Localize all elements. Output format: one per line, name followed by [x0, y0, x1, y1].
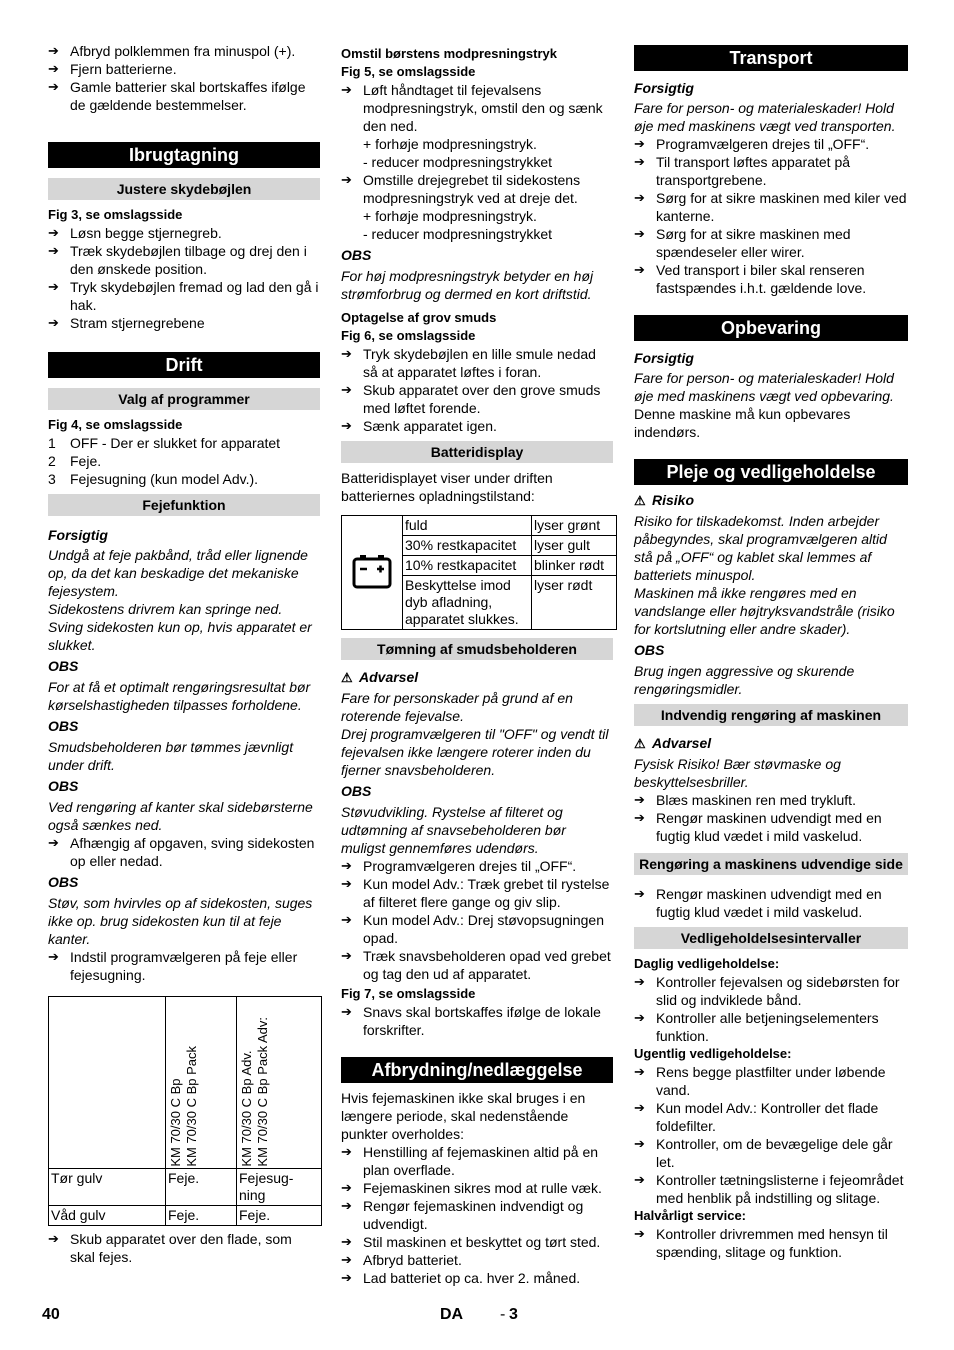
- arrow-icon: ➔: [634, 262, 645, 277]
- note-text: Smudsbeholderen bør tømmes jævnligt under drift.: [48, 739, 294, 773]
- caution-label: Forsigtig: [634, 80, 694, 96]
- list-item: ➔ Sørg for at sikre maskinen med spændeseler eller wirer.: [634, 226, 851, 260]
- warning-text: Fare for personskader på grund af en roterende fejevalse.: [341, 690, 573, 724]
- section-heading-afbrydning: Afbrydning/nedlæggelse: [341, 1057, 613, 1083]
- list-item: 3 Fejesugning (kun model Adv.).: [48, 471, 259, 487]
- note-text: Støvudvikling. Rystelse af filteret og udtømning af snavsebeholderen bør muligst gennemføres udendørs.: [341, 804, 566, 856]
- section-heading-ibrugtagning: Ibrugtagning: [48, 142, 320, 168]
- arrow-icon: ➔: [634, 1226, 645, 1241]
- page-number: 40: [42, 1306, 60, 1323]
- arrow-icon: ➔: [634, 1100, 645, 1115]
- figure-reference: Fig 3, se omslagsside: [48, 207, 183, 222]
- list-item: ➔ Sørg for at sikre maskinen med kiler ved kanterne.: [634, 190, 907, 224]
- list-item: 2 Feje.: [48, 453, 102, 469]
- note-label: OBS: [48, 874, 79, 890]
- caution-text: Fare for person- og materialeskader! Hold øje med maskinens vægt ved transporten.: [634, 100, 896, 134]
- figure-reference: Fig 7, se omslagsside: [341, 986, 476, 1001]
- section-heading-opbevaring: Opbevaring: [634, 315, 908, 341]
- section-heading-pleje: Pleje og vedligeholdelse: [634, 459, 908, 485]
- table-header-cell: KM 70/30 C Bp Adv. KM 70/30 C Bp Pack Adv:: [237, 997, 322, 1169]
- arrow-icon: ➔: [634, 792, 645, 807]
- list-item: ➔ Programvælgeren drejes til „OFF“.: [341, 858, 577, 874]
- arrow-icon: ➔: [341, 1180, 352, 1195]
- list-subitem: - reducer modpresningstrykket: [363, 154, 553, 170]
- subsection-heading: Indvendig rengøring af maskinen: [634, 704, 908, 726]
- note-text: Brug ingen aggressive og skurende rengøringsmidler.: [634, 663, 855, 697]
- interval-label: Daglig vedligeholdelse:: [634, 956, 780, 971]
- list-item: ➔ Rens begge plastfilter under løbende vand.: [634, 1064, 886, 1098]
- arrow-icon: ➔: [634, 136, 645, 151]
- footer-separator: -: [500, 1306, 506, 1323]
- subsection-heading: Tømning af smudsbeholderen: [341, 638, 613, 660]
- list-item: ➔ Stil maskinen et beskyttet og tørt sted.: [341, 1234, 601, 1250]
- figure-reference: Fig 5, se omslagsside: [341, 64, 476, 79]
- list-item: ➔ Rengør maskinen udvendigt med en fugtig klud vædet i mild vaskelud.: [634, 886, 882, 920]
- list-item: ➔ Kontroller alle betjeningselementers funktion.: [634, 1010, 879, 1044]
- note-text: Støv, som hvirvles op af sidekosten, suges ikke op. brug sidekosten kun til at feje kanter.: [48, 895, 313, 947]
- table-row: 30% restkapacitet lyser gult: [342, 536, 617, 556]
- arrow-icon: ➔: [634, 1136, 645, 1151]
- list-item: ➔ Kontroller fejevalsen og sidebørsten for slid og indviklede bånd.: [634, 974, 900, 1008]
- arrow-icon: ➔: [341, 382, 352, 397]
- arrow-icon: ➔: [341, 172, 352, 187]
- risk-label: ⚠ Risiko: [634, 492, 695, 508]
- list-item: ➔ Snavs skal bortskaffes ifølge de lokale forskrifter.: [341, 1004, 601, 1038]
- list-item: ➔ Skub apparatet over den grove smuds med løftet forende.: [341, 382, 601, 416]
- list-item: ➔ Tryk skydebøjlen fremad og lad den gå i hak.: [48, 279, 319, 313]
- list-item: ➔ Kontroller tætningslisterne i fejeområdet med henblik på indstilling og slitage.: [634, 1172, 904, 1206]
- paragraph: Denne maskine må kun opbevares indendørs.: [634, 406, 851, 440]
- arrow-icon: ➔: [634, 886, 645, 901]
- arrow-icon: ➔: [634, 190, 645, 205]
- list-item: ➔ Stram stjernegrebene: [48, 315, 205, 331]
- arrow-icon: ➔: [48, 1231, 59, 1246]
- arrow-icon: ➔: [341, 858, 352, 873]
- interval-label: Ugentlig vedligeholdelse:: [634, 1046, 792, 1061]
- arrow-icon: ➔: [48, 279, 59, 294]
- caution-text: Fare for person- og materialeskader! Hold øje med maskinens vægt ved opbevaring.: [634, 370, 894, 404]
- list-item: ➔ Sænk apparatet igen.: [341, 418, 497, 434]
- arrow-icon: ➔: [341, 876, 352, 891]
- battery-icon: [352, 553, 392, 589]
- language-code: DA: [440, 1306, 464, 1323]
- arrow-icon: ➔: [341, 1234, 352, 1249]
- note-label: OBS: [341, 247, 372, 263]
- arrow-icon: ➔: [341, 912, 352, 927]
- arrow-icon: ➔: [341, 418, 352, 433]
- column-2: [341, 42, 613, 1287]
- arrow-icon: ➔: [48, 315, 59, 330]
- figure-reference: Fig 6, se omslagsside: [341, 328, 476, 343]
- list-subitem: + forhøje modpresningstryk.: [363, 136, 537, 152]
- list-subitem: + forhøje modpresningstryk.: [363, 208, 537, 224]
- arrow-icon: ➔: [341, 346, 352, 361]
- table-cell: [342, 516, 403, 630]
- interval-label: Halvårligt service:: [634, 1208, 747, 1223]
- note-text: Ved rengøring af kanter skal sidebørsterne også sænkes ned.: [48, 799, 313, 833]
- battery-table: [341, 515, 617, 630]
- arrow-icon: ➔: [48, 79, 59, 94]
- subsection-heading: Rengøring a maskinens udvendige side: [634, 853, 908, 875]
- arrow-icon: ➔: [634, 974, 645, 989]
- table-header-cell: KM 70/30 C Bp KM 70/30 C Bp Pack: [166, 997, 237, 1169]
- list-item: ➔ Fejemaskinen sikres mod at rulle væk.: [341, 1180, 602, 1196]
- list-item: ➔ Løsn begge stjernegreb.: [48, 225, 222, 241]
- arrow-icon: ➔: [48, 243, 59, 258]
- arrow-icon: ➔: [634, 1172, 645, 1187]
- arrow-icon: ➔: [634, 226, 645, 241]
- list-item: ➔ Kun model Adv.: Drej støvopsugningen opad.: [341, 912, 604, 946]
- paragraph: Batteridisplayet viser under driften batteriernes opladningstilstand:: [341, 470, 553, 504]
- program-table: [48, 996, 322, 1226]
- list-item: ➔ Kontroller drivremmen med hensyn til spænding, slitage og funktion.: [634, 1226, 888, 1260]
- note-label: OBS: [48, 718, 79, 734]
- table-row: Våd gulv Feje. Feje.: [49, 1206, 322, 1226]
- list-item: ➔ Til transport løftes apparatet på transportgrebene.: [634, 154, 851, 188]
- list-item: ➔ Afbryd batteriet.: [341, 1252, 462, 1268]
- table-row: Beskyttelse imod dyb afladning, apparatet slukkes. lyser rødt: [342, 576, 617, 630]
- warning-label: ⚠ Advarsel: [634, 735, 712, 751]
- list-item: ➔ Fjern batterierne.: [48, 61, 177, 77]
- risk-text: Risiko for tilskadekomst. Inden arbejder påbegyndes, skal programvælgeren altid stå på „OFF“ og kablet skal lemmes af batteriets minuspol.: [634, 513, 887, 583]
- arrow-icon: ➔: [341, 1144, 352, 1159]
- arrow-icon: ➔: [341, 1004, 352, 1019]
- list-item: ➔ Blæs maskinen ren med trykluft.: [634, 792, 856, 808]
- list-item: ➔ Kun model Adv.: Kontroller det flade foldefilter.: [634, 1100, 879, 1134]
- caution-text: Undgå at feje pakbånd, tråd eller lignende op, da det kan beskadige det mekaniske fejesystem.: [48, 547, 308, 599]
- paragraph: Hvis fejemaskinen ikke skal bruges i en længere periode, skal nedenstående punkter overholdes:: [341, 1090, 586, 1142]
- list-item: ➔ Programvælgeren drejes til „OFF“.: [634, 136, 870, 152]
- arrow-icon: ➔: [341, 1198, 352, 1213]
- warning-text: Fysisk Risiko! Bær støvmaske og beskyttelsesbriller.: [634, 756, 841, 790]
- arrow-icon: ➔: [341, 1270, 352, 1285]
- subsection-heading: Valg af programmer: [48, 388, 320, 410]
- list-item: ➔ Omstille drejegrebet til sidekostens modpresningstryk ved at dreje det.: [341, 172, 581, 206]
- subsection-heading: Vedligeholdelsesintervaller: [634, 927, 908, 949]
- table-row: fuld lyser grønt: [342, 516, 617, 536]
- list-item: ➔ Afhængig af opgaven, sving sidekosten op eller nedad.: [48, 835, 315, 869]
- arrow-icon: ➔: [341, 1252, 352, 1267]
- warning-label: ⚠ Advarsel: [341, 669, 419, 685]
- list-item: ➔ Gamle batterier skal bortskaffes ifølge de gældende bestemmelser.: [48, 79, 306, 113]
- list-item: ➔ Kontroller, om de bevægelige dele går let.: [634, 1136, 893, 1170]
- caution-label: Forsigtig: [48, 527, 108, 543]
- figure-reference: Fig 4, se omslagsside: [48, 417, 183, 432]
- arrow-icon: ➔: [634, 1064, 645, 1079]
- warning-triangle-icon: ⚠: [634, 493, 646, 508]
- warning-triangle-icon: ⚠: [341, 670, 353, 685]
- risk-text: Maskinen må ikke rengøres med en vandslange eller højtryksvandstråle (risiko for kortslutning eller andre skader).: [634, 585, 895, 637]
- subsection-title: Optagelse af grov smuds: [341, 310, 497, 325]
- arrow-icon: ➔: [634, 1010, 645, 1025]
- arrow-icon: ➔: [48, 61, 59, 76]
- section-heading-drift: Drift: [48, 352, 320, 378]
- subsection-heading: Justere skydebøjlen: [48, 178, 320, 200]
- list-item: ➔ Træk skydebøjlen tilbage og drej den i den ønskede position.: [48, 243, 307, 277]
- arrow-icon: ➔: [634, 810, 645, 825]
- column-1: [48, 42, 320, 1266]
- list-item: ➔ Ved transport i biler skal renseren fastspændes i.h.t. gældende love.: [634, 262, 867, 296]
- section-page-number: 3: [509, 1306, 518, 1323]
- arrow-icon: ➔: [341, 948, 352, 963]
- list-item: ➔ Lad batteriet op ca. hver 2. måned.: [341, 1270, 581, 1286]
- column-3: [634, 42, 908, 1261]
- list-item: ➔ Skub apparatet over den flade, som skal fejes.: [48, 1231, 292, 1265]
- arrow-icon: ➔: [48, 949, 59, 964]
- warning-triangle-icon: ⚠: [634, 736, 646, 751]
- list-subitem: - reducer modpresningstrykket: [363, 226, 553, 242]
- arrow-icon: ➔: [48, 225, 59, 240]
- arrow-icon: ➔: [341, 82, 352, 97]
- note-label: OBS: [634, 642, 665, 658]
- table-row: Tør gulv Feje. Fejesug-ning: [49, 1169, 322, 1206]
- list-item: ➔ Rengør fejemaskinen indvendigt og udvendigt.: [341, 1198, 584, 1232]
- note-label: OBS: [48, 658, 79, 674]
- list-item: ➔ Indstil programvælgeren på feje eller fejesugning.: [48, 949, 298, 983]
- list-item: 1 OFF - Der er slukket for apparatet: [48, 435, 281, 451]
- list-item: ➔ Rengør maskinen udvendigt med en fugtig klud vædet i mild vaskelud.: [634, 810, 882, 844]
- list-item: ➔ Løft håndtaget til fejevalsens modpresningstryk, omstil den og sænk den ned.: [341, 82, 603, 134]
- warning-text: Drej programvælgeren til "OFF" og vendt til fejevalsen ikke længere roterer inden du fjerner snavsbeholderen.: [341, 726, 609, 778]
- caution-label: Forsigtig: [634, 350, 694, 366]
- list-item: ➔ Tryk skydebøjlen en lille smule nedad så at apparatet løftes i foran.: [341, 346, 596, 380]
- note-label: OBS: [341, 783, 372, 799]
- caution-text: Sidekostens drivrem kan springe ned. Sving sidekosten kun op, hvis apparatet er slukket.: [48, 601, 312, 653]
- subsection-title: Omstil børstens modpresningstryk: [341, 46, 557, 61]
- subsection-heading: Fejefunktion: [48, 494, 320, 516]
- subsection-heading: Batteridisplay: [341, 441, 613, 463]
- list-item: ➔ Træk snavsbeholderen opad ved grebet og tag den ud af apparatet.: [341, 948, 611, 982]
- table-cell: [49, 997, 166, 1169]
- list-item: ➔ Afbryd polklemmen fra minuspol (+).: [48, 43, 296, 59]
- list-item: ➔ Kun model Adv.: Træk grebet til rystelse af filteret flere gange og giv slip.: [341, 876, 610, 910]
- table-row: 10% restkapacitet blinker rødt: [342, 556, 617, 576]
- section-heading-transport: Transport: [634, 45, 908, 71]
- list-item: ➔ Henstilling af fejemaskinen altid på en plan overflade.: [341, 1144, 599, 1178]
- arrow-icon: ➔: [634, 154, 645, 169]
- note-text: For høj modpresningstryk betyder en høj strømforbrug og dermed en kort driftstid.: [341, 268, 594, 302]
- arrow-icon: ➔: [48, 835, 59, 850]
- note-text: For at få et optimalt rengøringsresultat bør kørselshastigheden tilpasses forholdene.: [48, 679, 311, 713]
- arrow-icon: ➔: [48, 43, 59, 58]
- note-label: OBS: [48, 778, 79, 794]
